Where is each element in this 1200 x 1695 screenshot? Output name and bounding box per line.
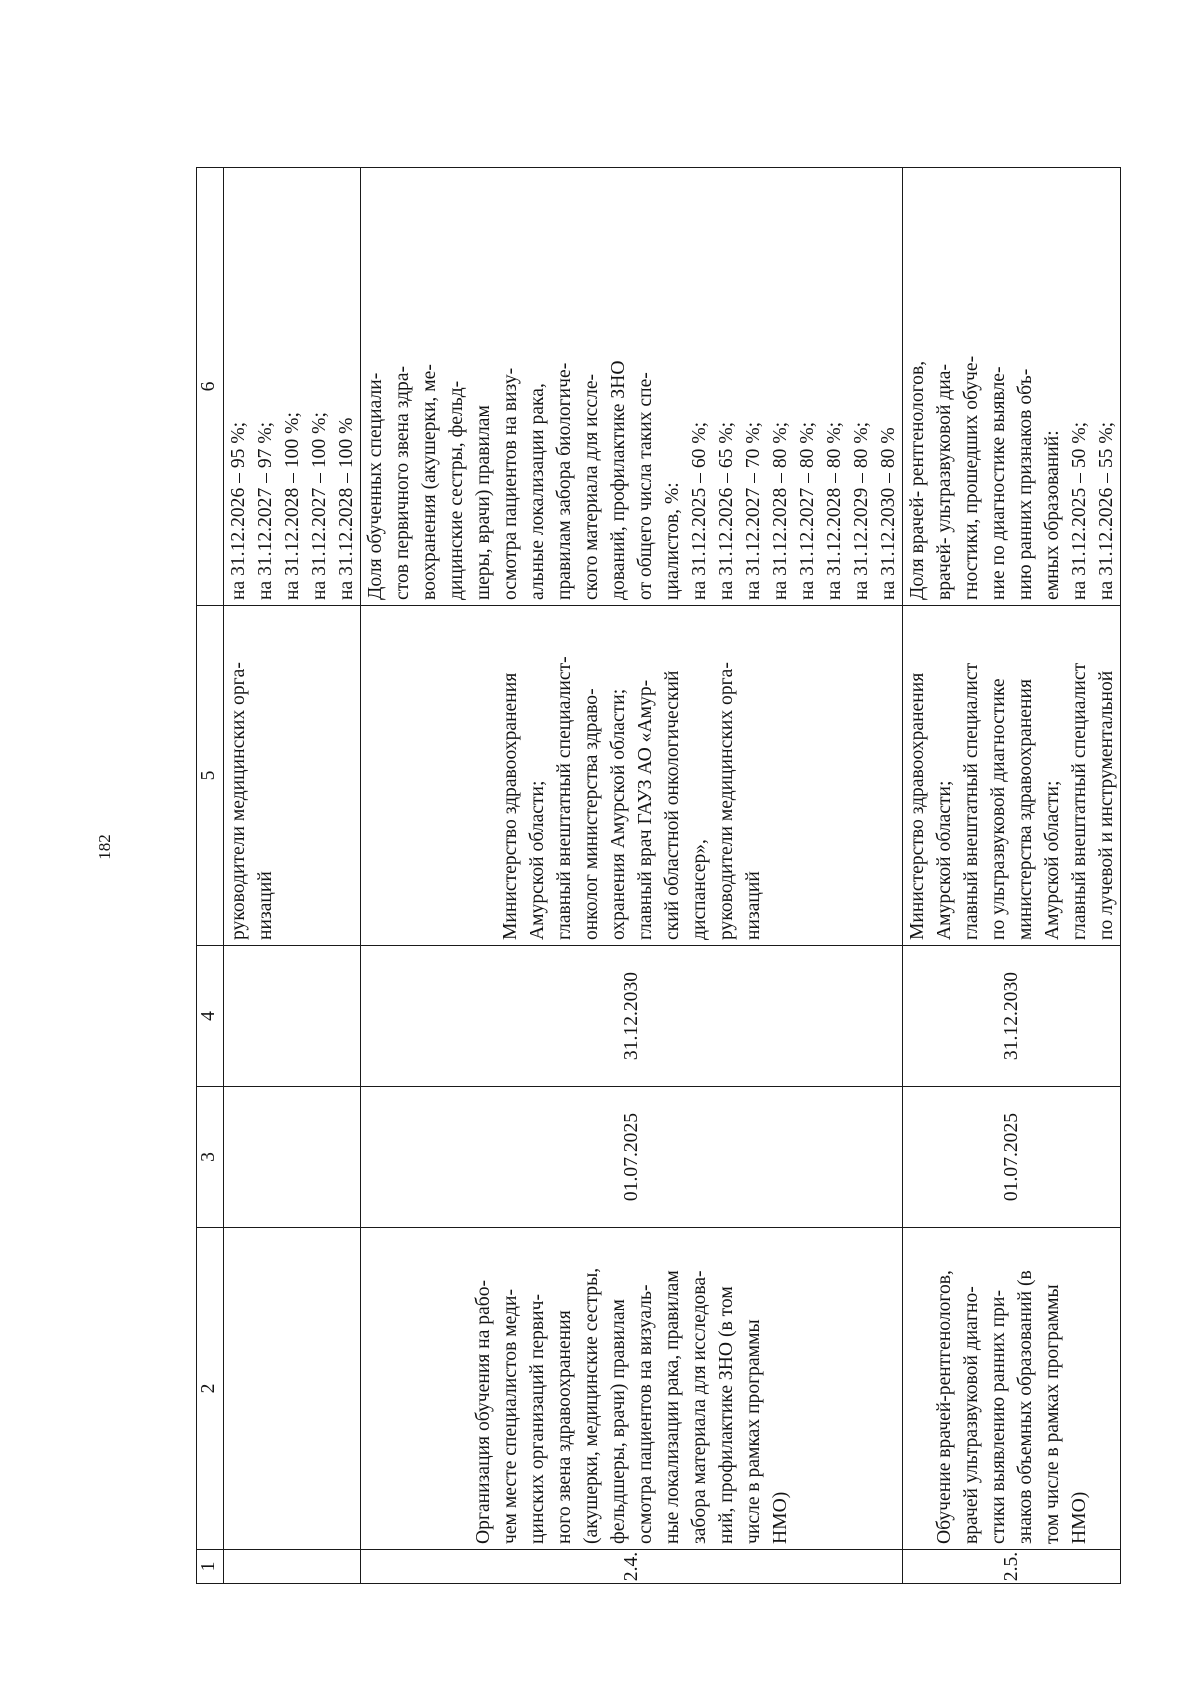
- column-header: 6: [197, 168, 224, 606]
- indicator-cell: [361, 168, 903, 606]
- column-header-row: [197, 168, 224, 1584]
- text-line: министерства здравоохранения: [1015, 679, 1036, 940]
- text-line: ского материала для иссле-: [581, 373, 602, 600]
- text-line: Амурской области;: [934, 780, 955, 940]
- text-line: правилам забора биологиче-: [554, 362, 575, 600]
- text-line: на 31.12.2027 – 97 %;: [255, 421, 276, 600]
- text-line: руководители медицинских орга-: [716, 662, 737, 940]
- start-date: 01.07.2025: [361, 1087, 903, 1228]
- continuation-row: [224, 168, 361, 1584]
- text-line: на 31.12.2028 – 80 %;: [824, 421, 845, 600]
- text-line: Амурской области;: [527, 780, 548, 940]
- responsible-cell: [903, 606, 1121, 946]
- text-line: ные локализации рака, правилам: [662, 1270, 683, 1544]
- text-line: воохранения (акушерки, ме-: [419, 364, 440, 600]
- text-line: НМО): [1069, 1491, 1090, 1544]
- text-line: главный врач ГАУЗ АО «Амур-: [635, 679, 656, 940]
- text-line: дицинские сестры, фельд-: [446, 380, 467, 600]
- text-line: диспансер»,: [689, 839, 710, 940]
- description-cell: [361, 1228, 903, 1550]
- text-line: осмотра пациентов на визу-: [500, 367, 521, 600]
- start-date-cell: [224, 1087, 361, 1228]
- text-line: нию ранних признаков объ-: [1015, 368, 1036, 600]
- text-line: главный внештатный специалист: [1069, 662, 1090, 940]
- text-line: на 31.12.2026 – 65 %;: [716, 421, 737, 600]
- table-row-2-4: [361, 168, 903, 1584]
- text-line: (акушерки, медицинские сестры,: [581, 1267, 602, 1544]
- text-line: Амурской области;: [1042, 780, 1063, 940]
- row-number: 2.5.: [903, 1550, 1121, 1584]
- end-date-cell: [224, 946, 361, 1087]
- responsible-cell: [361, 606, 903, 946]
- text-line: главный внештатный специалист-: [554, 656, 575, 940]
- text-line: Министерство здравоохранения: [500, 672, 521, 940]
- text-line: руководители медицинских орга-: [228, 662, 249, 940]
- text-line: циалистов, %:: [662, 482, 683, 600]
- text-line: на 31.12.2026 – 95 %;: [228, 421, 249, 600]
- text-line: от общего числа таких спе-: [635, 372, 656, 600]
- text-line: цинских организаций первич-: [527, 1293, 548, 1544]
- text-line: на 31.12.2025 – 50 %;: [1069, 421, 1090, 600]
- text-line: емных образований:: [1042, 430, 1063, 600]
- text-line: чем месте специалистов меди-: [500, 1288, 521, 1544]
- end-date: 31.12.2030: [361, 946, 903, 1087]
- indicator-cell: [903, 168, 1121, 606]
- text-line: онколог министерства здраво-: [581, 688, 602, 940]
- text-line: низаций: [255, 871, 276, 940]
- rotated-table-container: [196, 168, 1117, 1584]
- indicator-cell: [224, 168, 361, 606]
- responsible-cell: [224, 606, 361, 946]
- start-date: 01.07.2025: [903, 1087, 1121, 1228]
- text-line: на 31.12.2029 – 80 %;: [851, 421, 872, 600]
- text-line: альные локализации рака,: [527, 383, 548, 600]
- text-line: осмотра пациентов на визуаль-: [635, 1284, 656, 1544]
- text-line: стов первичного звена здра-: [392, 365, 413, 600]
- text-line: врачей- ультразвуковой диа-: [934, 363, 955, 600]
- text-line: охранения Амурской области;: [608, 688, 629, 940]
- row-number: 2.4.: [361, 1550, 903, 1584]
- text-line: на 31.12.2028 – 100 %;: [282, 412, 303, 600]
- text-line: стики выявлению ранних при-: [988, 1290, 1009, 1544]
- text-line: Доля врачей- рентгенологов,: [907, 360, 928, 600]
- column-header: 3: [197, 1087, 224, 1228]
- description-cell: [903, 1228, 1121, 1550]
- text-line: знаков объемных образований (в: [1015, 1270, 1036, 1544]
- text-line: на 31.12.2026 – 55 %;: [1096, 421, 1117, 600]
- text-line: ний, профилактике ЗНО (в том: [716, 1286, 737, 1544]
- text-line: Обучение врачей-рентгенологов,: [934, 1270, 955, 1544]
- column-header: 1: [197, 1550, 224, 1584]
- text-line: ного звена здравоохранения: [554, 1310, 575, 1544]
- text-line: ние по диагностике выявле-: [988, 366, 1009, 600]
- text-line: главный внештатный специалист: [961, 662, 982, 940]
- text-line: низаций: [743, 871, 764, 940]
- text-line: гностики, прошедших обуче-: [961, 355, 982, 600]
- text-line: по ультразвуковой диагностике: [988, 678, 1009, 940]
- column-header: 2: [197, 1228, 224, 1550]
- end-date: 31.12.2030: [903, 946, 1121, 1087]
- text-line: шеры, врачи) правилам: [473, 405, 494, 600]
- text-line: врачей ультразвуковой диагно-: [961, 1286, 982, 1544]
- text-line: на 31.12.2028 – 100 %: [336, 417, 357, 600]
- text-line: на 31.12.2027 – 70 %;: [743, 421, 764, 600]
- text-line: на 31.12.2027 – 100 %;: [309, 412, 330, 600]
- text-line: Организация обучения на рабо-: [473, 1279, 494, 1544]
- text-line: по лучевой и инструментальной: [1096, 670, 1117, 940]
- text-line: Министерство здравоохранения: [907, 672, 928, 940]
- text-line: фельдшеры, врачи) правилам: [608, 1299, 629, 1544]
- text-line: на 31.12.2027 – 80 %;: [797, 421, 818, 600]
- column-header: 5: [197, 606, 224, 946]
- column-header: 4: [197, 946, 224, 1087]
- text-line: числе в рамках программы: [743, 1319, 764, 1544]
- text-line: ский областной онкологический: [662, 670, 683, 940]
- text-line: НМО): [770, 1491, 791, 1544]
- text-line: Доля обученных специали-: [365, 372, 386, 600]
- text-line: том числе в рамках программы: [1042, 1284, 1063, 1544]
- description-cell: [224, 1228, 361, 1550]
- text-line: дований, профилактике ЗНО: [608, 360, 629, 600]
- page-number: 182: [95, 834, 114, 860]
- table-row-2-5: [903, 168, 1121, 1584]
- measures-table: [196, 167, 1121, 1584]
- number-cell: [224, 1550, 361, 1584]
- text-line: на 31.12.2030 – 80 %: [878, 427, 899, 600]
- text-line: на 31.12.2028 – 80 %;: [770, 421, 791, 600]
- text-line: на 31.12.2025 – 60 %;: [689, 421, 710, 600]
- text-line: забора материала для исследова-: [689, 1270, 710, 1544]
